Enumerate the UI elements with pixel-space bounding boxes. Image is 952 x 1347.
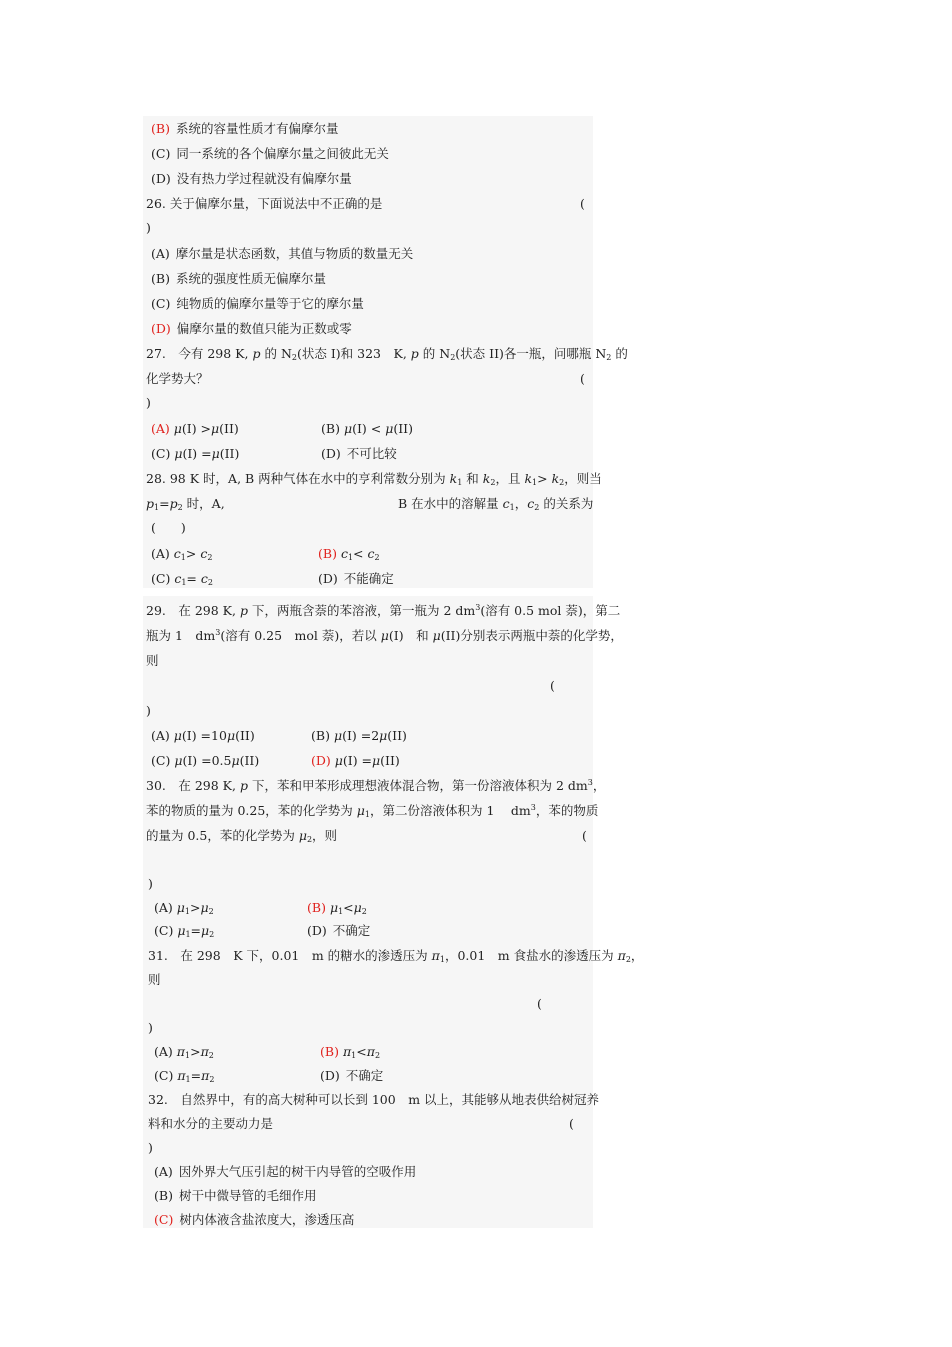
q32-paren-close: ) (148, 1140, 153, 1155)
q31-stem-line2: 则 (148, 972, 161, 987)
q29-stem-line2: 瓶为 1 $dm^3$(溶有 0.25 mol 萘)，若以 μ(I) 和 μ(II)分别表示两瓶中萘的化学势， (146, 628, 623, 643)
q30-stem: 30. 在 298 K, p 下，苯和甲苯形成理想液体混合物，第一份溶液体积为 2 $dm^3$， (146, 778, 606, 793)
q25-option-c (151, 146, 389, 162)
q30-stem-line3: 的量为 0.5，苯的化学势为 $\mu_2$，则 (146, 828, 338, 844)
option-label: (C) (154, 1068, 174, 1083)
answer-label: (B) (307, 900, 326, 915)
q27-stem: 27. 今有 298 K, p 的 $N_2$(状态 I)和 323 K, p 的 $N_2$(状态 II)各一瓶，问哪瓶 $N_2$ 的 (146, 346, 628, 362)
q32-option-c (154, 1212, 354, 1228)
q29-option-d: (D) μ(I) =μ(II) (311, 753, 400, 768)
q28-stem-line2: $p_1=p_2$ 时，A, (146, 496, 225, 512)
q32-stem: 32. 自然界中，有的高大树种可以长到 100 m 以上，其能够从地表供给树冠养 (148, 1092, 600, 1107)
q31-paren-close: ) (148, 1020, 153, 1035)
q31-option-a: (A) $\pi_1>\pi_2$ (154, 1044, 214, 1060)
option-label: (C) (151, 753, 171, 768)
option-text: 没有热力学过程就没有偏摩尔量 (176, 171, 352, 186)
answer-label: (B) (320, 1044, 339, 1059)
q25-option-b (151, 121, 338, 137)
q29-stem-line3: 则 (146, 653, 159, 668)
answer-label: (A) (151, 421, 170, 436)
option-text: 纯物质的偏摩尔量等于它的摩尔量 (176, 296, 364, 311)
option-label: (D) (318, 571, 338, 586)
option-text: 不确定 (345, 1068, 384, 1083)
option-label: (D) (307, 923, 327, 938)
q27-option-c: (C) μ(I) =μ(II) (151, 446, 240, 461)
option-label: (A) (154, 1044, 173, 1059)
q30-paren-open: ( (582, 828, 587, 843)
q31-stem: 31. 在 298 K 下，0.01 m 的糖水的渗透压为 $\pi_1$，0.01 m 食盐水的渗透压为 $\pi_2$， (148, 948, 644, 964)
answer-label: (D) (151, 321, 171, 336)
option-label: (D) (321, 446, 341, 461)
q30-option-c: (C) $\mu_1=\mu_2$ (154, 923, 215, 939)
option-label: (B) (311, 728, 330, 743)
option-text: 偏摩尔量的数值只能为正数或零 (176, 321, 352, 336)
option-label: (A) (154, 1164, 173, 1179)
q28-stem-line2b: B 在水中的溶解量 $c_1$，$c_2$ 的关系为 (398, 496, 594, 512)
q32-option-a (154, 1164, 416, 1180)
q30-option-d (307, 923, 370, 939)
q30-paren-close: ) (148, 876, 153, 891)
q28-option-c: (C) $c_1= c_2$ (151, 571, 213, 587)
option-label: (C) (151, 446, 171, 461)
option-text: 不确定 (332, 923, 371, 938)
q30-stem-line2: 苯的物质的量为 0.25，苯的化学势为 $\mu_1$，第二份溶液体积为 1 $dm^3$，苯的物质 (146, 803, 599, 819)
q27-paren-open: ( (580, 371, 585, 386)
q29-paren-close: ) (146, 703, 151, 718)
option-label: (C) (154, 923, 174, 938)
q26-stem: 26. 关于偏摩尔量，下面说法中不正确的是 (146, 196, 383, 211)
q27-paren-close: ) (146, 395, 151, 410)
answer-label: (C) (154, 1212, 174, 1227)
option-label: (A) (151, 546, 170, 561)
q27-option-b: (B) μ(I) < μ(II) (321, 421, 413, 436)
option-text: 树干中微导管的毛细作用 (178, 1188, 317, 1203)
option-text: 不能确定 (343, 571, 394, 586)
q28-option-b: (B) $c_1< c_2$ (318, 546, 380, 562)
option-label: (A) (151, 728, 170, 743)
q26-option-d (151, 321, 352, 337)
q31-option-d (320, 1068, 383, 1084)
q28-option-d (318, 571, 394, 587)
q28-stem: 28. 98 K 时，A, B 两种气体在水中的亨利常数分别为 $k_1$ 和 $k_2$，且 $k_1> k_2$，则当 (146, 471, 602, 487)
option-text: 同一系统的各个偏摩尔量之间彼此无关 (176, 146, 389, 161)
option-label: (D) (320, 1068, 340, 1083)
answer-label: (B) (318, 546, 337, 561)
q31-option-b: (B) $\pi_1<\pi_2$ (320, 1044, 381, 1060)
q30-option-a: (A) $\mu_1>\mu_2$ (154, 900, 214, 916)
option-label: (B) (151, 271, 170, 286)
q27-option-d (321, 446, 397, 462)
q27-option-a: (A) μ(I) >μ(II) (151, 421, 239, 436)
q32-option-b (154, 1188, 316, 1204)
q32-paren-open: ( (569, 1116, 574, 1131)
q29-option-a: (A) μ(I) =10μ(II) (151, 728, 255, 743)
option-label: (B) (321, 421, 340, 436)
option-label: (A) (154, 900, 173, 915)
q28-option-a: (A) $c_1> c_2$ (151, 546, 213, 562)
option-label: (C) (151, 296, 171, 311)
option-label: (A) (151, 246, 170, 261)
option-text: 系统的强度性质无偏摩尔量 (175, 271, 326, 286)
option-text: 不可比较 (346, 446, 397, 461)
answer-label: (B) (151, 121, 170, 136)
q31-paren-open: ( (537, 996, 542, 1011)
option-label: (C) (151, 571, 171, 586)
q29-option-b: (B) μ(I) =2μ(II) (311, 728, 407, 743)
q28-paren: ( ) (151, 520, 186, 535)
q26-paren-open: ( (580, 196, 585, 211)
q27-stem-line2: 化学势大？ (146, 371, 209, 386)
q30-option-b: (B) $\mu_1<\mu_2$ (307, 900, 367, 916)
q32-stem-line2: 料和水分的主要动力是 (148, 1116, 274, 1131)
option-text: 系统的容量性质才有偏摩尔量 (175, 121, 339, 136)
option-label: (D) (151, 171, 171, 186)
q31-option-c: (C) $\pi_1=\pi_2$ (154, 1068, 215, 1084)
q26-paren-close: ) (146, 220, 151, 235)
q26-option-a (151, 246, 413, 262)
q29-paren-open: ( (550, 678, 555, 693)
q29-option-c: (C) μ(I) =0.5μ(II) (151, 753, 260, 768)
q25-option-d (151, 171, 352, 187)
option-text: 因外界大气压引起的树干内导管的空吸作用 (178, 1164, 417, 1179)
q26-option-c (151, 296, 364, 312)
q29-stem: 29. 在 298 K, p 下，两瓶含萘的苯溶液，第一瓶为 2 $dm^3$(溶有 0.5 mol 萘)，第二 (146, 603, 621, 618)
option-label: (C) (151, 146, 171, 161)
option-label: (B) (154, 1188, 173, 1203)
answer-label: (D) (311, 753, 331, 768)
option-text: 摩尔量是状态函数，其值与物质的数量无关 (175, 246, 414, 261)
option-text: 树内体液含盐浓度大，渗透压高 (179, 1212, 355, 1227)
q26-option-b (151, 271, 326, 287)
